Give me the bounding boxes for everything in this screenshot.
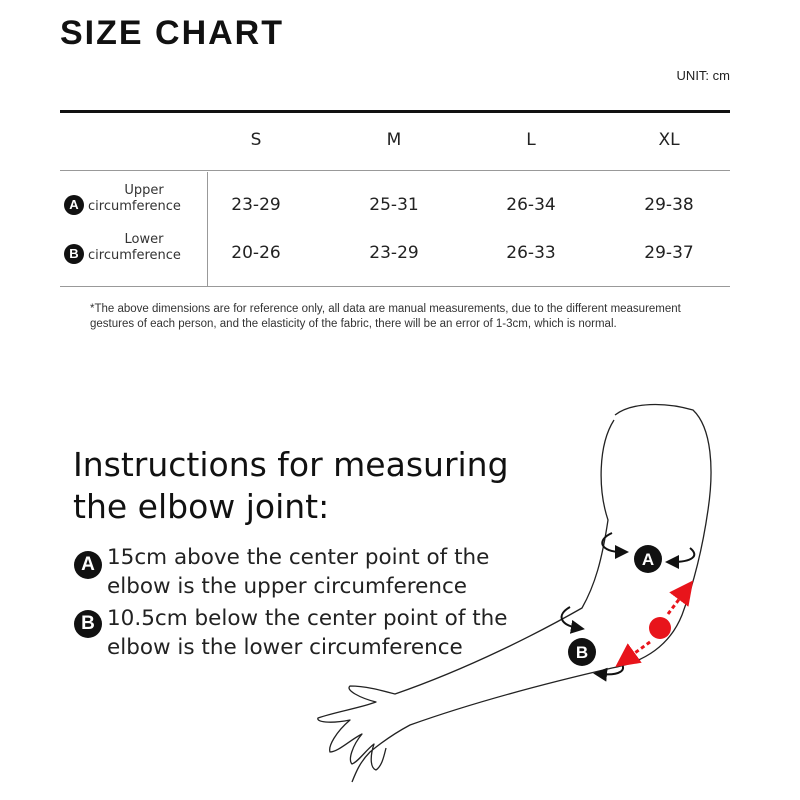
- size-header-m: M: [386, 130, 402, 150]
- size-chart-title: SIZE CHART: [60, 14, 284, 52]
- step-a-text: 15cm above the center point of the elbow is the upper circumference: [107, 545, 490, 599]
- table-cell: 23-29: [231, 195, 281, 215]
- row-label-lower-line1: Lower: [124, 232, 164, 247]
- disclaimer-note: *The above dimensions are for reference only, all data are manual measurements, due to the different measurement gestures of each person, and the elasticity of the fabric, there will be an error of 1-3cm, which is normal.: [90, 303, 681, 330]
- row-label-upper-line2: circumference: [88, 199, 181, 214]
- table-cell: 29-37: [644, 243, 694, 263]
- marker-a-label: A: [641, 550, 655, 569]
- table-cell: 20-26: [231, 243, 281, 263]
- table-cell: 26-34: [506, 195, 556, 215]
- rotate-arrow-icon: [672, 548, 694, 562]
- row-label-upper-line1: Upper: [124, 183, 164, 198]
- step-b-text: 10.5cm below the center point of the elbow is the lower circumference: [107, 606, 508, 660]
- size-header-xl: XL: [658, 130, 680, 150]
- size-header-l: L: [526, 130, 536, 150]
- table-cell: 23-29: [369, 243, 419, 263]
- arm-outline: [318, 405, 711, 782]
- step-b-badge-icon: B: [74, 610, 102, 638]
- badge-b-icon: B: [64, 244, 84, 264]
- marker-b-label: B: [575, 643, 589, 662]
- table-cell: 26-33: [506, 243, 556, 263]
- step-a-badge-icon: A: [74, 551, 102, 579]
- table-cell: 29-38: [644, 195, 694, 215]
- unit-label: UNIT: cm: [676, 68, 730, 83]
- arrow-down-icon: [625, 642, 650, 660]
- table-cell: 25-31: [369, 195, 419, 215]
- elbow-center-point-icon: [649, 617, 671, 639]
- instructions-title: Instructions for measuring the elbow joint:: [73, 445, 509, 526]
- size-header-s: S: [250, 130, 262, 150]
- badge-a-icon: A: [64, 195, 84, 215]
- row-label-lower-line2: circumference: [88, 248, 181, 263]
